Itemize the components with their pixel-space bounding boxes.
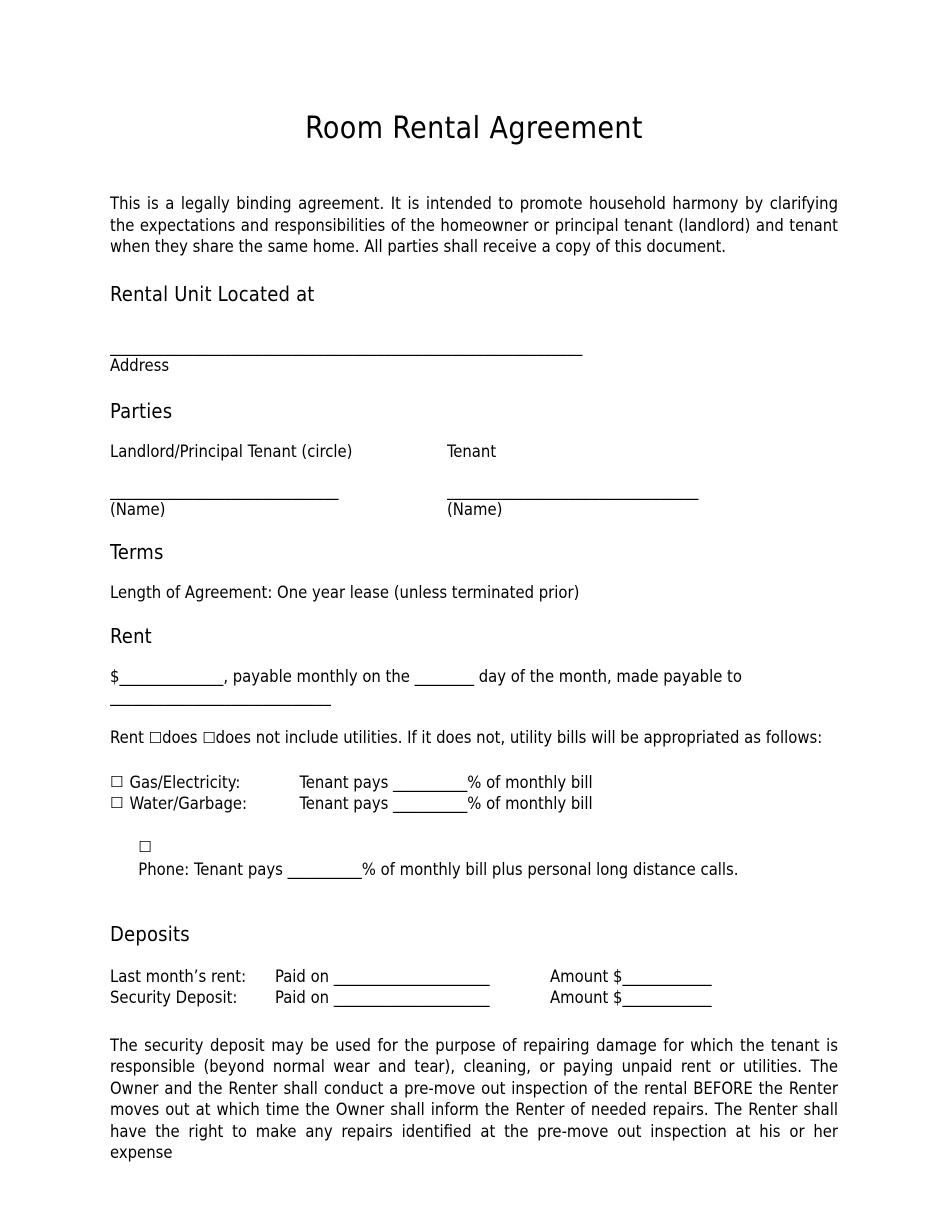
landlord-label: Landlord/Principal Tenant (circle) bbox=[110, 441, 353, 461]
utility-items-list bbox=[110, 750, 838, 902]
utility-row-water-garbage bbox=[110, 793, 838, 815]
tenant-label: Tenant bbox=[447, 441, 497, 461]
utility-share-water-garbage[interactable]: Tenant pays __________% of monthly bill bbox=[299, 794, 593, 813]
checkbox-phone-icon[interactable]: ☐ bbox=[138, 838, 152, 856]
page-title: Room Rental Agreement bbox=[305, 111, 643, 146]
utilities-prefix-text: Rent bbox=[110, 728, 149, 747]
deposit-label-security-deposit: Security Deposit: bbox=[110, 988, 238, 1007]
checkbox-does-icon[interactable]: ☐ bbox=[148, 729, 163, 747]
deposit-amount-security-deposit[interactable]: Amount $____________ bbox=[550, 988, 712, 1007]
intro-paragraph: This is a legally binding agreement. It is intended to promote household harmony by clarifying the expectations and responsibilities of the homeowner or principal tenant (landlord) and tenant when they share the same home. All parties shall receive a copy of this document. bbox=[110, 194, 838, 256]
address-field-group bbox=[110, 307, 838, 376]
utility-share-gas-electricity[interactable]: Tenant pays __________% of monthly bill bbox=[299, 772, 593, 792]
terms-length-line: Length of Agreement: One year lease (unless terminated prior) bbox=[110, 583, 580, 602]
utilities-does-not-label: does not include utilities. If it does not, utility bills will be appropriated as follows: bbox=[215, 728, 823, 747]
checkbox-water-garbage-icon[interactable]: ☐ bbox=[110, 794, 124, 812]
deposit-label-last-months-rent: Last month’s rent: bbox=[110, 966, 247, 986]
deposit-amount-last-months-rent[interactable]: Amount $____________ bbox=[550, 966, 712, 986]
section-heading-rental-unit: Rental Unit Located at bbox=[110, 281, 315, 306]
section-heading-deposits: Deposits bbox=[110, 921, 190, 946]
table-row bbox=[110, 966, 838, 988]
deposit-paid-on-last-months-rent[interactable]: Paid on _____________________ bbox=[275, 966, 490, 986]
utilities-inclusion-line bbox=[110, 706, 838, 750]
checkbox-does-not-icon[interactable]: ☐ bbox=[202, 729, 216, 747]
deposit-paid-on-security-deposit[interactable]: Paid on _____________________ bbox=[275, 988, 490, 1007]
parties-caption-row bbox=[110, 500, 838, 520]
rent-payee-blank-line[interactable]: _____________________________ bbox=[110, 687, 331, 706]
security-deposit-paragraph: The security deposit may be used for the purpose of repairing damage for which the tenant is responsible (beyond normal wear and tear), cleaning, or paying unpaid rent or utilities. The Owner and the Renter shall conduct a pre-move out inspection of the rental BEFORE the Renter moves out at which time the Owner shall inform the Renter of needed repairs. The Renter shall have the right to make any repairs identified at the pre-move out inspection at his or her expense bbox=[110, 1035, 838, 1162]
address-caption: Address bbox=[110, 355, 170, 375]
utilities-does-label: does bbox=[162, 728, 203, 747]
tenant-name-blank-line[interactable]: _________________________________ bbox=[447, 481, 699, 500]
utility-share-phone[interactable]: Phone: Tenant pays __________% of monthly bill plus personal long distance calls. bbox=[138, 859, 739, 879]
table-row bbox=[110, 987, 838, 1009]
parties-blank-row bbox=[110, 462, 838, 500]
utility-row-gas-electricity bbox=[110, 772, 838, 794]
tenant-name-caption: (Name) bbox=[447, 500, 503, 519]
checkbox-gas-electricity-icon[interactable]: ☐ bbox=[110, 772, 124, 791]
deposits-table bbox=[110, 947, 838, 1009]
rent-amount-line[interactable]: $______________, payable monthly on the ________ day of the month, made payable to bbox=[110, 666, 742, 686]
landlord-name-caption: (Name) bbox=[110, 500, 166, 519]
utility-label-water-garbage: Water/Garbage: bbox=[129, 794, 248, 813]
section-heading-rent: Rent bbox=[110, 623, 152, 648]
document-page bbox=[110, 0, 838, 1230]
parties-label-row bbox=[110, 424, 838, 463]
section-heading-terms: Terms bbox=[110, 540, 164, 564]
section-heading-parties: Parties bbox=[110, 398, 173, 423]
utility-row-phone bbox=[110, 815, 838, 902]
utility-label-gas-electricity: Gas/Electricity: bbox=[129, 772, 241, 792]
address-blank-line[interactable]: ______________________________________________________________ bbox=[110, 336, 583, 356]
landlord-name-blank-line[interactable]: ______________________________ bbox=[110, 481, 339, 500]
